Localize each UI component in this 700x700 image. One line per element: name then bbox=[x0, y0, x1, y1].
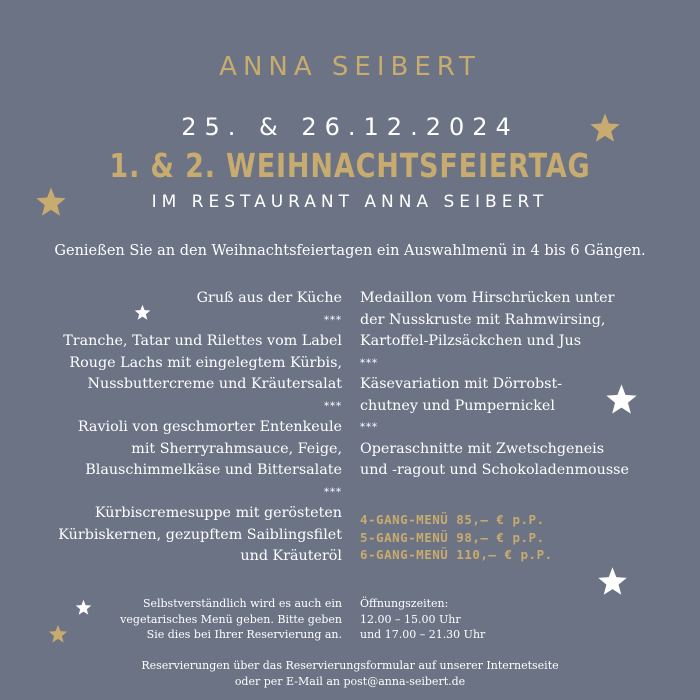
menu-line: der Nusskruste mit Rahmwirsing, bbox=[360, 311, 606, 328]
intro-text: Genießen Sie an den Weihnachtsfeiertagen ein Auswahlmenü in 4 bis 6 Gängen. bbox=[54, 243, 646, 259]
menu-line: chutney und Pumpernickel bbox=[360, 397, 555, 414]
reservation-info bbox=[0, 658, 700, 690]
price-5-courses: 5-GANG-MENÜ 98,— € p.P. bbox=[360, 529, 545, 545]
star-icon bbox=[48, 624, 68, 644]
menu-line: Rouge Lachs mit eingelegtem Kürbis, bbox=[69, 354, 342, 371]
vegetarian-note bbox=[110, 596, 342, 643]
course-separator: *** bbox=[360, 422, 378, 433]
note-line: vegetarisches Menü geben. Bitte geben bbox=[120, 612, 342, 626]
menu-left-column bbox=[20, 288, 342, 568]
menu-line: Tranche, Tatar und Rilettes vom Label bbox=[63, 333, 342, 349]
course-separator: *** bbox=[324, 314, 342, 326]
holiday-title: 1. & 2. WEIHNACHTSFEIERTAG bbox=[109, 146, 591, 185]
menu-right-column bbox=[360, 288, 680, 482]
course-separator: *** bbox=[360, 357, 378, 369]
menu-line: Käsevariation mit Dörrobst- bbox=[360, 376, 563, 392]
menu-course bbox=[20, 503, 342, 568]
venue-subtitle: IM RESTAURANT ANNA SEIBERT bbox=[151, 192, 549, 212]
star-icon bbox=[597, 566, 628, 597]
opening-hours-slot: und 17.00 – 21.30 Uhr bbox=[360, 628, 486, 641]
event-date: 25. & 26.12.2024 bbox=[181, 113, 519, 141]
menu-line: Medaillon vom Hirschrücken unter bbox=[360, 290, 615, 306]
menu-course bbox=[20, 417, 342, 482]
price-4-courses: 4-GANG-MENÜ 85,— € p.P. bbox=[360, 512, 545, 527]
course-separator: *** bbox=[324, 400, 342, 412]
brand-title: ANNA SEIBERT bbox=[219, 52, 481, 82]
opening-hours bbox=[360, 596, 610, 643]
menu-course bbox=[20, 288, 342, 310]
menu-line: Gruß aus der Küche bbox=[196, 290, 342, 306]
menu-line: und -ragout und Schokoladenmousse bbox=[360, 462, 629, 478]
menu-course bbox=[20, 331, 342, 396]
price-list bbox=[360, 511, 553, 564]
menu-line: Kürbiskernen, gezupftem Saiblingsfilet bbox=[58, 526, 342, 543]
menu-course bbox=[360, 439, 680, 482]
menu-line: mit Sherryrahmsauce, Feige, bbox=[131, 440, 342, 457]
note-line: Sie dies bei Ihrer Reservierung an. bbox=[146, 628, 342, 641]
reservation-line: Reservierungen über das Reservierungsformular auf unserer Internetseite bbox=[141, 659, 559, 672]
course-separator: *** bbox=[324, 486, 342, 498]
menu-course bbox=[360, 288, 680, 353]
opening-hours-slot: 12.00 – 15.00 Uhr bbox=[360, 612, 461, 626]
opening-hours-title: Öffnungszeiten: bbox=[360, 597, 449, 610]
menu-line: Ravioli von geschmorter Entenkeule bbox=[77, 419, 342, 435]
star-icon bbox=[75, 599, 92, 616]
menu-line: Nussbuttercreme und Kräutersalat bbox=[87, 376, 342, 392]
reservation-line: oder per E-Mail an post@anna-seibert.de bbox=[234, 675, 466, 688]
note-line: Selbstverständlich wird es auch ein bbox=[142, 597, 342, 610]
menu-line: Kürbiscremesuppe mit gerösteten bbox=[94, 505, 342, 521]
price-6-courses: 6-GANG-MENÜ 110,— € p.P. bbox=[360, 547, 553, 562]
menu-line: Operaschnitte mit Zwetschgeneis bbox=[360, 440, 605, 457]
menu-course bbox=[360, 374, 680, 417]
menu-line: und Kräuteröl bbox=[240, 548, 342, 564]
menu-line: Kartoffel-Pilzsäckchen und Jus bbox=[360, 333, 582, 349]
menu-line: Blauschimmelkäse und Bittersalate bbox=[85, 462, 342, 478]
